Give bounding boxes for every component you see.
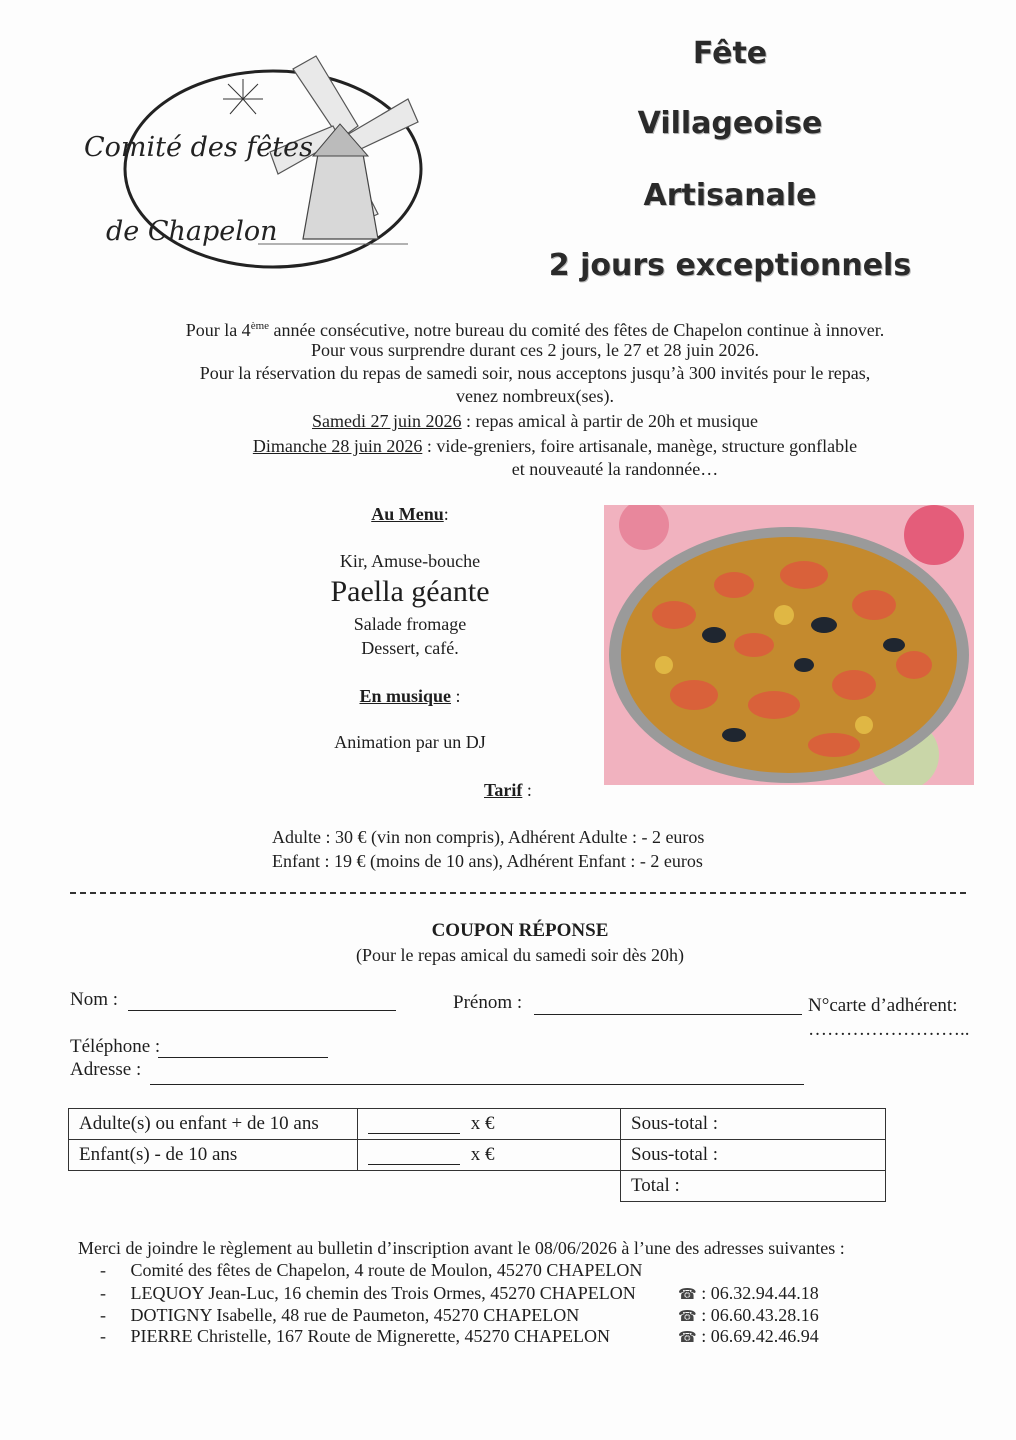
price-adult: Adulte : 30 € (vin non compris), Adhérent Adulte : - 2 euros xyxy=(272,827,705,847)
title-line4: 2 jours exceptionnels xyxy=(548,248,912,283)
intro-saturday: Samedi 27 juin 2026 : repas amical à partir de 20h et musique xyxy=(312,411,758,431)
intro-sunday: Dimanche 28 juin 2026 : vide-greniers, foire artisanale, manège, structure gonflable xyxy=(252,436,858,456)
sunday-label: Dimanche 28 juin 2026 xyxy=(252,436,423,456)
telephone-icon: ☎ xyxy=(678,1285,697,1303)
logo-text-line2: de Chapelon xyxy=(106,216,278,247)
intro-line3: Pour la réservation du repas de samedi soir, nous acceptons jusqu’à 300 invités pour le repas, xyxy=(199,363,871,383)
table-row xyxy=(69,1171,886,1202)
title-line1: Fête xyxy=(692,36,768,71)
intro-line7: et nouveauté la randonnée… xyxy=(511,459,719,479)
address-item: - LEQUOY Jean-Luc, 16 chemin des Trois Ormes, 45270 CHAPELON ☎ : 06.32.94.44.18 xyxy=(100,1283,819,1303)
table-row xyxy=(69,1109,886,1140)
table-row xyxy=(69,1140,886,1171)
tarif-heading: Tarif : xyxy=(484,780,532,800)
music-heading: En musique : xyxy=(359,686,461,706)
title-line3: Artisanale xyxy=(643,178,817,213)
menu-item-1: Kir, Amuse-bouche xyxy=(339,551,481,571)
row1-quantity-field[interactable] xyxy=(368,1115,460,1134)
paella-photo xyxy=(604,505,974,785)
telephone-field[interactable] xyxy=(158,1037,328,1058)
nom-field[interactable] xyxy=(128,990,396,1011)
row1-label: Adulte(s) ou enfant + de 10 ans xyxy=(69,1109,358,1140)
row1-calc: x € xyxy=(358,1109,621,1140)
logo-text-line1: Comité des fêtes xyxy=(84,132,313,163)
intro-line4: venez nombreux(ses). xyxy=(456,386,614,406)
prenom-field[interactable] xyxy=(534,994,802,1015)
cut-line xyxy=(70,892,966,894)
row2-quantity-field[interactable] xyxy=(368,1146,460,1165)
row2-subtotal: Sous-total : xyxy=(621,1140,886,1171)
logo xyxy=(78,44,428,274)
total-cell: Total : xyxy=(621,1171,886,1202)
carte-field[interactable]: …………………….. xyxy=(808,1019,970,1040)
footer-intro: Merci de joindre le règlement au bulletin d’inscription avant le 08/06/2026 à l’une des adresses suivantes : xyxy=(78,1238,845,1258)
telephone-icon: ☎ xyxy=(678,1328,697,1346)
menu-heading: Au Menu: xyxy=(371,504,449,524)
menu-item-4: Dessert, café. xyxy=(361,638,459,658)
intro-line1: Pour la 4ème année consécutive, notre bureau du comité des fêtes de Chapelon continue à innover. xyxy=(185,320,885,340)
adresse-label: Adresse : xyxy=(70,1059,142,1080)
coupon-subtitle: (Pour le repas amical du samedi soir dès 20h) xyxy=(356,945,684,965)
address-item: - Comité des fêtes de Chapelon, 4 route de Moulon, 45270 CHAPELON xyxy=(100,1260,643,1280)
saturday-label: Samedi 27 juin 2026 xyxy=(312,411,462,431)
nom-label: Nom : xyxy=(70,989,119,1010)
telephone-label: Téléphone : xyxy=(70,1036,161,1057)
menu-item-2: Paella géante xyxy=(330,575,490,608)
address-item: - DOTIGNY Isabelle, 48 rue de Paumeton, 45270 CHAPELON ☎ : 06.60.43.28.16 xyxy=(100,1305,819,1325)
adresse-field[interactable] xyxy=(150,1064,804,1085)
prenom-label: Prénom : xyxy=(453,992,523,1013)
row2-calc: x € xyxy=(358,1140,621,1171)
order-table xyxy=(68,1108,886,1202)
carte-label: N°carte d’adhérent: xyxy=(808,995,958,1016)
menu-item-3: Salade fromage xyxy=(353,614,467,634)
row1-subtotal: Sous-total : xyxy=(621,1109,886,1140)
coupon-title: COUPON RÉPONSE xyxy=(431,920,609,941)
music-text: Animation par un DJ xyxy=(334,732,486,752)
price-child: Enfant : 19 € (moins de 10 ans), Adhérent Enfant : - 2 euros xyxy=(272,851,703,871)
title-line2: Villageoise xyxy=(637,106,823,141)
telephone-icon: ☎ xyxy=(678,1307,697,1325)
intro-line2: Pour vous surprendre durant ces 2 jours, le 27 et 28 juin 2026. xyxy=(311,340,759,360)
row2-label: Enfant(s) - de 10 ans xyxy=(69,1140,358,1171)
address-item: - PIERRE Christelle, 167 Route de Mignerette, 45270 CHAPELON ☎ : 06.69.42.46.94 xyxy=(100,1326,819,1346)
